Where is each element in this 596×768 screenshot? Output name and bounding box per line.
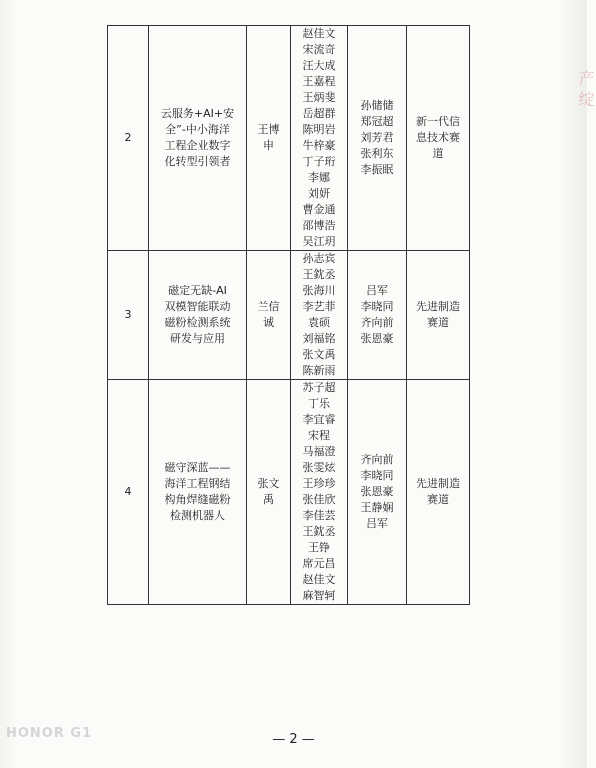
cell-line: 吕军 — [366, 517, 388, 530]
advisors-cell — [348, 251, 407, 380]
cell-line: 刘妍 — [308, 187, 330, 200]
cell-line: 王珍珍 — [302, 477, 336, 490]
cell-line: 赵佳文 — [302, 27, 336, 40]
cell-line: 王博 — [257, 123, 280, 136]
cell-line: 息技术赛 — [416, 131, 460, 144]
members-cell — [291, 251, 348, 380]
cell-line: 磁守深蓝—— — [164, 461, 231, 474]
cell-text: 2 — [124, 131, 132, 144]
cell-line: 牛梓豪 — [302, 139, 336, 152]
cell-line: 孙储储 — [360, 99, 394, 112]
cell-line: 丁乐 — [308, 397, 330, 410]
cell-line: 新一代信 — [416, 115, 460, 128]
cell-line: 张佳欣 — [302, 493, 336, 506]
cell-line: 陈新雨 — [302, 364, 336, 377]
cell-line: 全”-中小海洋 — [165, 123, 230, 136]
project-name-cell — [149, 26, 247, 251]
cell-line: 磁粉检测系统 — [164, 316, 231, 329]
cell-line: 李宜睿 — [302, 413, 336, 426]
cell-line: 李娜 — [308, 171, 330, 184]
table-row — [108, 380, 470, 605]
cell-line: 化转型引领者 — [164, 155, 231, 168]
cell-line: 宋流奇 — [302, 43, 336, 56]
serial-number-cell — [108, 251, 149, 380]
cell-line: 申 — [263, 139, 274, 152]
cell-line: 曹金通 — [302, 203, 336, 216]
track-cell — [407, 380, 470, 605]
track-cell — [407, 251, 470, 380]
serial-number-cell — [108, 26, 149, 251]
cell-line: 李振眠 — [360, 163, 394, 176]
cell-line: 齐向前 — [360, 316, 394, 329]
cell-line: 王鈂丞 — [302, 268, 336, 281]
cell-line: 赵佳文 — [302, 573, 336, 586]
serial-number-cell — [108, 380, 149, 605]
cell-line: 袁硕 — [308, 316, 330, 329]
cell-line: 先进制造 — [416, 300, 460, 313]
cell-line: 孙志宾 — [302, 252, 336, 265]
project-name-cell — [149, 251, 247, 380]
page-number: — 2 — — [272, 732, 315, 747]
members-cell — [291, 380, 348, 605]
cell-line: 磁定无缺-AI — [168, 284, 227, 297]
award-table — [107, 25, 470, 605]
cell-line: 李晓同 — [360, 300, 394, 313]
cell-text: 3 — [124, 308, 132, 321]
cell-line: 李晓同 — [360, 469, 394, 482]
cell-line: 陈明岩 — [302, 123, 336, 136]
cell-line: 麻智轲 — [302, 589, 336, 602]
cell-line: 汪大成 — [302, 59, 336, 72]
cell-line: 齐向前 — [360, 453, 394, 466]
advisors-cell — [348, 26, 407, 251]
cell-line: 张恩豪 — [360, 485, 394, 498]
cell-line: 研发与应用 — [170, 332, 225, 345]
project-name-cell — [149, 380, 247, 605]
members-cell — [291, 26, 348, 251]
cell-line: 赛道 — [427, 316, 449, 329]
track-cell — [407, 26, 470, 251]
cell-line: 王炳斐 — [302, 91, 336, 104]
leader-cell — [247, 380, 291, 605]
cell-line: 丁子珩 — [302, 155, 336, 168]
cell-line: 道 — [432, 147, 444, 160]
cell-line: 张利东 — [360, 147, 394, 160]
cell-line: 诚 — [263, 316, 274, 329]
cell-line: 刘芳君 — [360, 131, 394, 144]
cell-line: 岳超群 — [302, 107, 336, 120]
cell-line: 吴江玥 — [302, 235, 336, 248]
cell-text: 4 — [124, 485, 132, 498]
red-stamp-mark: 产 绽 — [576, 70, 595, 108]
cell-line: 张雯炫 — [302, 461, 336, 474]
cell-line: 李佳芸 — [302, 509, 336, 522]
cell-line: 王铮 — [308, 541, 330, 554]
cell-line: 宋程 — [308, 429, 330, 442]
cell-line: 构角焊缝磁粉 — [164, 493, 231, 506]
cell-line: 李艺菲 — [302, 300, 336, 313]
cell-line: 郑冠超 — [360, 115, 394, 128]
cell-line: 刘福铭 — [302, 332, 336, 345]
cell-line: 王鈂丞 — [302, 525, 336, 538]
cell-line: 邵博浩 — [302, 219, 336, 232]
cell-line: 张海川 — [302, 284, 336, 297]
cell-line: 工程企业数字 — [164, 139, 231, 152]
cell-line: 检测机器人 — [170, 509, 225, 522]
cell-line: 张文 — [257, 477, 280, 490]
cell-line: 张恩豪 — [360, 332, 394, 345]
cell-line: 先进制造 — [416, 477, 460, 490]
cell-line: 双模智能联动 — [164, 300, 231, 313]
table-row — [108, 251, 470, 380]
cell-line: 赛道 — [427, 493, 449, 506]
cell-line: 王嘉程 — [302, 75, 336, 88]
cell-line: 云服务+AI+安 — [160, 107, 235, 120]
cell-line: 席元昌 — [302, 557, 336, 570]
leader-cell — [247, 251, 291, 380]
cell-line: 禹 — [263, 493, 274, 506]
leader-cell — [247, 26, 291, 251]
cell-line: 吕军 — [366, 284, 388, 297]
cell-line: 海洋工程钢结 — [164, 477, 231, 490]
cell-line: 马福澄 — [302, 445, 336, 458]
cell-line: 王静娴 — [360, 501, 394, 514]
advisors-cell — [348, 380, 407, 605]
table-row — [108, 26, 470, 251]
cell-line: 苏子超 — [302, 381, 336, 394]
cell-line: 兰信 — [257, 300, 280, 313]
camera-watermark: HONOR G1 — [6, 726, 93, 741]
cell-line: 张文禹 — [302, 348, 336, 361]
